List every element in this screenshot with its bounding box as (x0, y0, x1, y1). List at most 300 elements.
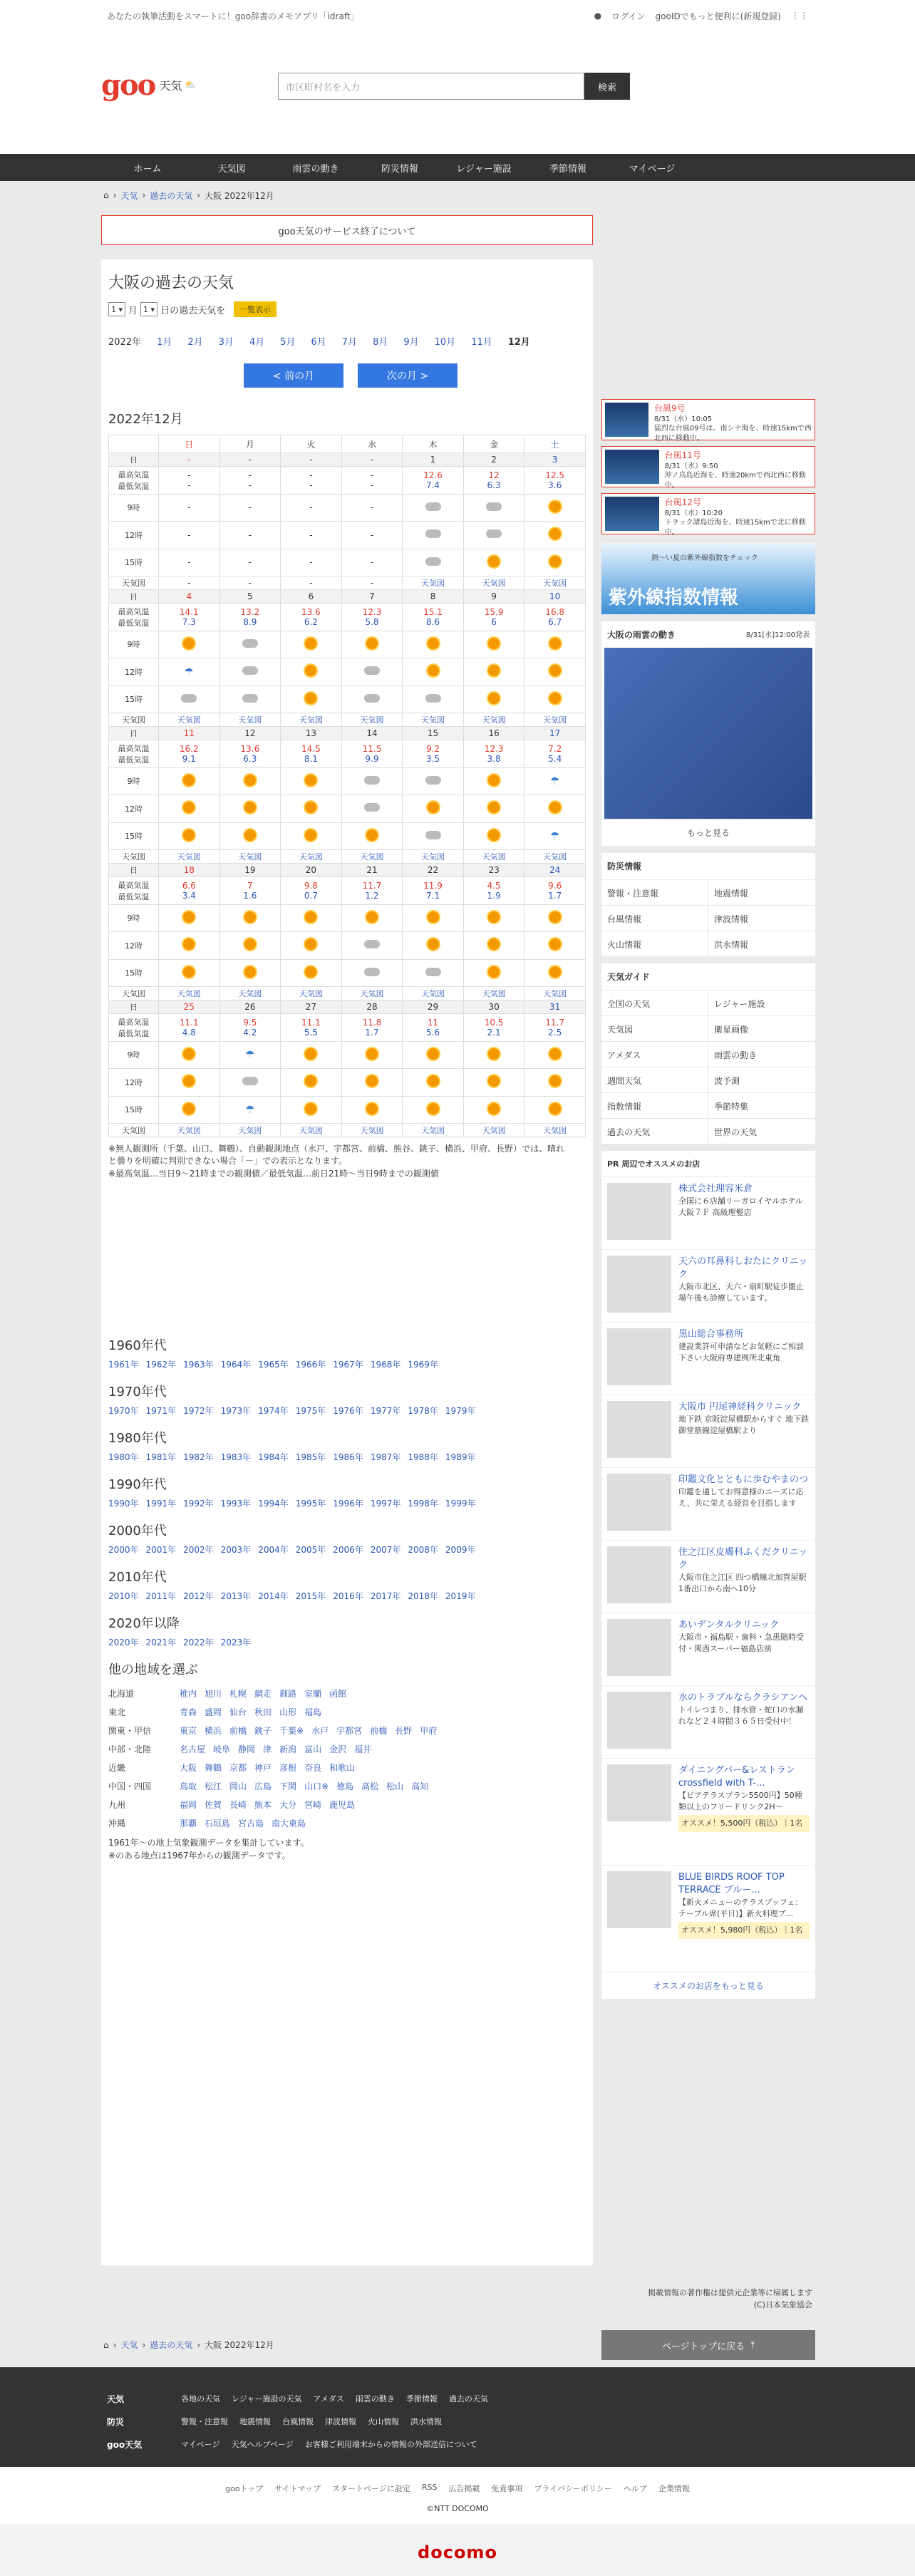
year-link[interactable]: 1966年 (295, 1360, 326, 1370)
disaster-link[interactable]: 火山情報 (601, 931, 708, 956)
breadcrumb-weather[interactable]: 天気 (120, 190, 138, 201)
guide-link[interactable]: 指数情報 (601, 1092, 708, 1118)
year-link[interactable]: 1975年 (295, 1406, 326, 1417)
city-link[interactable]: 静岡 (238, 1744, 256, 1754)
year-link[interactable]: 2010年 (108, 1591, 139, 1602)
sunny-icon (428, 938, 439, 950)
year-link[interactable]: 1969年 (408, 1360, 438, 1370)
low-temp: 9.9 (365, 753, 379, 764)
year-link[interactable]: 2022年 (183, 1638, 214, 1648)
year-link[interactable]: 1991年 (145, 1499, 177, 1509)
next-month-button[interactable]: 次の月 > (358, 363, 458, 388)
year-link[interactable]: 1973年 (220, 1406, 252, 1417)
weather-cell (159, 631, 220, 658)
radar-more-link[interactable]: もっと見る (601, 819, 815, 846)
year-link[interactable]: 2018年 (408, 1591, 438, 1602)
city-link[interactable]: 前橋 (229, 1725, 247, 1736)
city-link[interactable]: 青森 (180, 1707, 197, 1717)
city-link[interactable]: 横浜 (205, 1725, 222, 1736)
city-link[interactable]: 神戸 (254, 1762, 272, 1773)
year-link[interactable]: 2003年 (220, 1545, 252, 1556)
guide-link[interactable]: 雨雲の動き (708, 1041, 815, 1067)
sunny-icon (244, 829, 256, 841)
city-link[interactable]: 舞鶴 (205, 1762, 222, 1773)
weather-map-link[interactable]: 天気図 (281, 713, 342, 727)
city-link[interactable]: 前橋 (370, 1725, 388, 1736)
city-link[interactable]: 佐賀 (205, 1799, 222, 1810)
city-link[interactable]: 富山 (304, 1744, 322, 1754)
year-link[interactable]: 1983年 (220, 1452, 252, 1463)
day-number: - (219, 453, 281, 467)
city-link[interactable]: 網走 (254, 1688, 272, 1699)
gnav-item[interactable]: レジャー施設 (456, 163, 512, 175)
footer-link[interactable]: プライバシーポリシー (534, 2484, 612, 2493)
decade-group (108, 1428, 586, 1463)
pr-item[interactable] (601, 1758, 815, 1865)
weather-cell (403, 1069, 464, 1097)
year-link[interactable]: 1993年 (220, 1499, 252, 1509)
city-link[interactable]: 宇都宮 (336, 1725, 363, 1736)
decade-group (108, 1521, 586, 1556)
guide-link[interactable]: 過去の天気 (601, 1118, 708, 1144)
city-link[interactable]: 高松 (361, 1781, 379, 1791)
gnav-item[interactable]: 防災情報 (381, 163, 418, 175)
year-link[interactable]: 1989年 (445, 1452, 476, 1463)
decade-group (108, 1474, 586, 1509)
pr-item[interactable] (601, 1540, 815, 1613)
weather-map-link[interactable]: 天気図 (281, 987, 342, 1000)
year-link[interactable]: 1990年 (108, 1499, 139, 1509)
footer-link[interactable]: レジャー施設の天気 (232, 2394, 302, 2404)
year-link[interactable]: 2007年 (370, 1545, 401, 1556)
city-link[interactable]: 名古屋 (180, 1744, 206, 1754)
low-temp: 4.2 (243, 1027, 257, 1038)
city-link[interactable]: 松山 (386, 1781, 404, 1791)
city-link[interactable]: 札幌 (229, 1688, 247, 1699)
city-link[interactable]: 徳島 (336, 1781, 354, 1791)
weather-map-link[interactable]: 天気図 (463, 987, 524, 1000)
weather-map-link[interactable]: 天気図 (341, 713, 403, 727)
year-link[interactable]: 1998年 (408, 1499, 438, 1509)
search-button[interactable]: 検索 (584, 73, 630, 100)
year-link[interactable]: 1995年 (295, 1499, 326, 1509)
city-link[interactable]: 甲府 (420, 1725, 438, 1736)
region-row (108, 1758, 586, 1776)
search-input[interactable]: 市区町村名を入力 (278, 73, 584, 100)
weather-cell (341, 658, 403, 686)
year-link[interactable]: 1997年 (370, 1499, 401, 1509)
year-link[interactable]: 2002年 (183, 1545, 214, 1556)
city-link[interactable]: 宮崎 (304, 1799, 322, 1810)
year-link[interactable]: 1980年 (108, 1452, 139, 1463)
day-select[interactable]: 1 ▾ (140, 302, 157, 316)
notice-banner[interactable]: goo天気のサービス終了について (101, 215, 593, 245)
footer-link[interactable]: 各地の天気 (181, 2394, 220, 2404)
city-link[interactable]: 奈良 (304, 1762, 322, 1773)
pr-item[interactable] (601, 1395, 815, 1467)
gnav-item[interactable]: マイページ (629, 163, 676, 175)
city-link[interactable]: 和歌山 (329, 1762, 356, 1773)
city-link[interactable]: 宮古島 (238, 1818, 264, 1828)
city-link[interactable]: 広島 (254, 1781, 272, 1791)
sunny-icon (488, 665, 500, 676)
region-row (108, 1776, 586, 1795)
guide-link[interactable]: 季節特集 (708, 1092, 815, 1118)
decade-title: 2000年代 (108, 1524, 167, 1539)
footer-link[interactable]: ヘルプ (623, 2484, 647, 2493)
month-link[interactable]: 1月 (157, 337, 172, 348)
city-link[interactable]: 鹿児島 (329, 1799, 356, 1810)
year-link[interactable]: 2013年 (220, 1591, 252, 1602)
year-link[interactable]: 1976年 (333, 1406, 363, 1417)
year-list (108, 1590, 586, 1602)
month-link[interactable]: 3月 (218, 337, 234, 348)
guide-link[interactable]: 全国の天気 (601, 990, 708, 1015)
city-link[interactable]: 仙台 (229, 1707, 247, 1717)
footer-link[interactable]: 季節情報 (405, 2394, 438, 2404)
year-link[interactable]: 2020年 (108, 1638, 139, 1648)
pr-more-link[interactable]: オススメのお店をもっと見る (601, 1972, 815, 1999)
city-link[interactable]: 鳥取 (180, 1781, 197, 1791)
footer-link[interactable]: gooトップ (225, 2484, 264, 2493)
pr-item[interactable] (601, 1322, 815, 1395)
weather-map-link[interactable]: 天気図 (159, 1124, 220, 1137)
city-link[interactable]: 福岡 (180, 1799, 197, 1810)
pr-image (607, 1764, 671, 1821)
footer-link[interactable]: お客様ご利用端末からの情報の外部送信について (304, 2440, 477, 2449)
city-link[interactable]: 松江 (205, 1781, 222, 1791)
footer-link[interactable]: 雨雲の動き (355, 2394, 395, 2404)
temp-cell (159, 877, 220, 905)
weather-map-link[interactable]: 天気図 (463, 1124, 524, 1137)
footer-link[interactable]: 地震情報 (239, 2417, 271, 2426)
pr-item[interactable] (601, 1467, 815, 1540)
city-link[interactable]: 熊本 (254, 1799, 272, 1810)
back-to-top-button[interactable]: ページトップに戻る ⤒ (601, 2330, 815, 2360)
weather-cell (281, 795, 342, 823)
city-link[interactable]: 長野 (395, 1725, 413, 1736)
weather-map-link[interactable]: 天気図 (403, 987, 464, 1000)
typhoon-card[interactable] (601, 399, 815, 443)
tagline-link[interactable]: あなたの執筆活動をスマートに！goo辞書のメモアプリ「idraft」 (107, 11, 359, 21)
month-link[interactable]: 10月 (434, 337, 456, 348)
month-link[interactable]: 2月 (187, 337, 203, 348)
city-link[interactable]: 大分 (279, 1799, 297, 1810)
footer-link[interactable]: 天気ヘルプページ (231, 2440, 294, 2449)
gnav-item[interactable]: ホーム (133, 163, 162, 175)
weather-map-link[interactable]: 天気図 (159, 850, 220, 864)
city-link[interactable]: 釧路 (279, 1688, 297, 1699)
year-link[interactable]: 2004年 (258, 1545, 289, 1556)
footer-row (107, 2410, 808, 2433)
year-link[interactable]: 1962年 (145, 1360, 177, 1370)
pr-image (607, 1692, 671, 1749)
weather-cell (281, 549, 342, 576)
city-link[interactable]: 室蘭 (304, 1688, 322, 1699)
year-link[interactable]: 2015年 (295, 1591, 326, 1602)
pr-box: PR 周辺でオススメのお店 株式会社理容米倉 全国に６店舗リーガロイヤルホテル大阪７Ｆ 高級理髪店 天六の耳鼻科しおたにクリニック 大阪市北区、天六・扇町駅徒歩圏止場午後も診療しています。 黒山総合事務所 建設業許可申請などお気軽にご相談下さい大阪府専建例所北東角 大阪市 円尾神経科クリニック 地下鉄 京阪淀屋橋駅からすぐ 地下鉄御堂筋線淀屋橋駅より 印鑑文化とともに歩むやまのつ 印鑑を通してお得意様のニーズに応え、共に栄える経営を目指します 住之江区皮膚科ふくだクリニック 大阪市住之江区 四つ橋線北加賀屋駅1番出口から南へ10分 あいデンタルクリニック 大阪市・福島駅・歯科・急患随時受付・関西スーパー福島店前 水のトラブルならクラシアンへ トイレつまり、排水管・蛇口の水漏れなど２４時間３６５日受付中！ ダイニングバー&レストラン crossfield with T-... 【ビアテラスプラン5500円】50種類以上のフリードリンク2H～ オススメ！5,500円（税込）｜1名 BLUE BIRDS ROOF TOP TERRACE ブルー... 【新火メニューのテラスブッフェ：テーブル席(平日)】新火料理ブ... オススメ！5,980円（税込）｜1名 オススメのお店をもっと見る (601, 1151, 815, 1999)
register-link[interactable]: gooIDでもっと便利に(新規登録) (655, 11, 781, 21)
year-link[interactable]: 1977年 (370, 1406, 401, 1417)
high-temp: 9.6 (548, 880, 562, 891)
year-list (108, 1358, 586, 1370)
weather-map-link[interactable]: 天気図 (403, 850, 464, 864)
footer-link[interactable]: サイトマップ (274, 2484, 321, 2493)
city-link[interactable]: 福井 (354, 1744, 372, 1754)
month-link[interactable]: 6月 (311, 337, 326, 348)
disaster-link[interactable]: 津波情報 (708, 905, 815, 931)
weekday-header: 水 (341, 435, 403, 453)
year-link[interactable]: 1974年 (258, 1406, 289, 1417)
home-icon[interactable]: ⌂ (103, 2339, 109, 2350)
city-link[interactable]: 盛岡 (205, 1707, 222, 1717)
high-temp: 14.5 (301, 743, 321, 754)
footer-link[interactable]: マイページ (181, 2440, 220, 2449)
disaster-link[interactable]: 警報・注意報 (601, 879, 708, 905)
city-link[interactable]: 水戸 (311, 1725, 329, 1736)
city-link[interactable]: 東京 (180, 1725, 197, 1736)
city-link[interactable]: 津 (263, 1744, 272, 1754)
year-link[interactable]: 1981年 (145, 1452, 177, 1463)
weather-map-link[interactable]: 天気図 (341, 850, 403, 864)
city-link[interactable]: 下関 (279, 1781, 297, 1791)
day-number: 26 (219, 1000, 281, 1014)
city-link[interactable]: 銚子 (254, 1725, 272, 1736)
temp-cell (463, 467, 524, 495)
city-link[interactable]: 京都 (229, 1762, 247, 1773)
year-link[interactable]: 1965年 (258, 1360, 289, 1370)
breadcrumb-past[interactable]: 過去の天気 (150, 190, 193, 201)
temp-cell (159, 604, 220, 631)
year-link[interactable]: 2016年 (333, 1591, 363, 1602)
year-link[interactable]: 1971年 (145, 1406, 177, 1417)
month-link[interactable]: 11月 (471, 337, 492, 348)
day-number: 18 (159, 864, 220, 877)
year-link[interactable]: 2000年 (108, 1545, 139, 1556)
footer-link[interactable]: 火山情報 (368, 2417, 399, 2426)
year-link[interactable]: 1979年 (445, 1406, 476, 1417)
footer-link[interactable]: RSS (421, 2483, 438, 2492)
city-link[interactable]: 稚内 (180, 1688, 197, 1699)
year-link[interactable]: 2009年 (445, 1545, 476, 1556)
city-link[interactable]: 大阪 (180, 1762, 197, 1773)
weather-cell (524, 686, 586, 713)
region-row (108, 1702, 586, 1721)
guide-link[interactable]: レジャー施設 (708, 990, 815, 1015)
low-temp: 1.7 (548, 890, 562, 901)
city-link[interactable]: 南大東島 (272, 1818, 306, 1828)
uv-banner[interactable]: 熱〜い夏の紫外線指数をチェック 紫外線指数情報 (601, 543, 815, 614)
weather-map-link[interactable]: 天気図 (159, 987, 220, 1000)
weather-cell (341, 1041, 403, 1069)
year-link[interactable]: 1963年 (183, 1360, 214, 1370)
footer-link[interactable]: 広告掲載 (448, 2484, 480, 2493)
pr-item[interactable] (601, 1176, 815, 1249)
weather-map-link[interactable]: 天気図 (219, 987, 281, 1000)
footer-link[interactable]: 津波情報 (325, 2417, 356, 2426)
pr-item[interactable] (601, 1613, 815, 1685)
weather-map-link[interactable]: 天気図 (463, 850, 524, 864)
month-link[interactable]: 4月 (249, 337, 265, 348)
city-link[interactable]: 金沢 (329, 1744, 347, 1754)
gnav-item[interactable]: 天気図 (217, 163, 246, 175)
guide-link[interactable]: 週間天気 (601, 1067, 708, 1092)
weather-map-link[interactable]: 天気図 (524, 713, 586, 727)
month-link[interactable]: 5月 (280, 337, 296, 348)
year-link[interactable]: 2006年 (333, 1545, 363, 1556)
disaster-link[interactable]: 地震情報 (708, 879, 815, 905)
year-link[interactable]: 1968年 (370, 1360, 401, 1370)
year-link[interactable]: 2011年 (145, 1591, 177, 1602)
year-link[interactable]: 1987年 (370, 1452, 401, 1463)
weather-map-link[interactable]: 天気図 (219, 1124, 281, 1137)
weather-map-link[interactable]: 天気図 (463, 576, 524, 590)
city-link[interactable]: 石垣島 (205, 1818, 231, 1828)
month-link[interactable]: 7月 (341, 337, 358, 348)
disaster-link[interactable]: 洪水情報 (708, 931, 815, 956)
weather-map-link[interactable]: 天気図 (281, 850, 342, 864)
city-link[interactable]: 彦根 (279, 1762, 297, 1773)
year-link[interactable]: 1982年 (183, 1452, 214, 1463)
year-link[interactable]: 2012年 (183, 1591, 214, 1602)
city-link[interactable]: 山口※ (304, 1781, 329, 1791)
region-name: 東北 (108, 1707, 126, 1717)
typhoon-card[interactable] (601, 493, 815, 537)
footer-link[interactable]: 企業情報 (658, 2484, 690, 2493)
weather-map-link[interactable]: 天気図 (403, 1124, 464, 1137)
year-link[interactable]: 1978年 (408, 1406, 438, 1417)
year-link[interactable]: 2001年 (145, 1545, 177, 1556)
guide-link[interactable]: 世界の天気 (708, 1118, 815, 1144)
weather-map-link[interactable]: 天気図 (524, 1124, 586, 1137)
weather-map-link[interactable]: 天気図 (524, 850, 586, 864)
weather-map-link[interactable]: 天気図 (403, 576, 464, 590)
high-temp: 12.3 (484, 743, 504, 754)
year-link[interactable]: 2008年 (408, 1545, 438, 1556)
month-link[interactable]: 9月 (403, 337, 419, 348)
weather-cell (524, 631, 586, 658)
disaster-link[interactable]: 台風情報 (601, 905, 708, 931)
sidebar (601, 399, 815, 1999)
year-link[interactable]: 2005年 (295, 1545, 326, 1556)
grid-menu-icon[interactable]: ⋮⋮ (791, 11, 808, 21)
city-link[interactable]: 那覇 (180, 1818, 197, 1828)
footer-link-list (181, 2438, 477, 2450)
year-link[interactable]: 2021年 (145, 1638, 177, 1648)
low-temp: 7.4 (425, 480, 440, 490)
pr-item[interactable] (601, 1865, 815, 1972)
pr-item[interactable] (601, 1249, 815, 1322)
city-link[interactable]: 函館 (329, 1688, 347, 1699)
city-link[interactable]: 山形 (279, 1707, 297, 1717)
weather-cell (341, 959, 403, 987)
weather-map-link[interactable]: 天気図 (281, 1124, 342, 1137)
month-select[interactable]: 1 ▾ (108, 302, 125, 316)
city-link[interactable]: 福島 (304, 1707, 322, 1717)
home-icon[interactable]: ⌂ (103, 190, 109, 200)
year-link[interactable]: 1986年 (333, 1452, 363, 1463)
month-link[interactable]: 8月 (373, 337, 388, 348)
year-link[interactable]: 1999年 (445, 1499, 476, 1509)
prev-month-button[interactable]: < 前の月 (244, 363, 343, 388)
footer-link[interactable]: アメダス (313, 2394, 344, 2404)
footer-link[interactable]: 過去の天気 (448, 2394, 488, 2404)
weather-map-link[interactable]: 天気図 (463, 713, 524, 727)
year-link[interactable]: 2023年 (220, 1638, 252, 1648)
pr-item[interactable] (601, 1685, 815, 1758)
typhoon-time: 8/31（水）9:50 (664, 462, 718, 470)
weather-cell (524, 822, 586, 850)
month-link: 12月 (507, 337, 530, 348)
year-link[interactable]: 1985年 (295, 1452, 326, 1463)
list-button[interactable]: 一覧表示 (234, 301, 276, 317)
low-temp: 1.6 (243, 890, 257, 901)
login-link[interactable]: ログイン (611, 11, 646, 21)
weather-map-link[interactable]: 天気図 (524, 987, 586, 1000)
city-link[interactable]: 長崎 (229, 1799, 247, 1810)
typhoon-card[interactable] (601, 446, 815, 490)
weather-map-link[interactable]: 天気図 (403, 713, 464, 727)
year-link[interactable]: 1961年 (108, 1360, 139, 1370)
weather-map-link[interactable]: 天気図 (159, 713, 220, 727)
footer-link[interactable]: 警報・注意報 (181, 2417, 228, 2426)
footer-link[interactable]: スタートページに設定 (332, 2484, 410, 2493)
sunny-icon (549, 693, 561, 704)
city-link[interactable]: 岐阜 (213, 1744, 231, 1754)
year-link[interactable]: 2019年 (445, 1591, 476, 1602)
city-link[interactable]: 千葉※ (279, 1725, 304, 1736)
year-link[interactable]: 2017年 (370, 1591, 401, 1602)
weather-cell (403, 549, 464, 576)
year-link[interactable]: 1984年 (258, 1452, 289, 1463)
year-link[interactable]: 1967年 (333, 1360, 363, 1370)
weather-map-link[interactable]: 天気図 (341, 987, 403, 1000)
weather-map-link[interactable]: 天気図 (219, 713, 281, 727)
sunny-icon (244, 911, 256, 923)
logo[interactable]: goo 天気 ⛅ (101, 68, 197, 102)
city-link[interactable]: 高知 (411, 1781, 429, 1791)
year-link[interactable]: 1988年 (408, 1452, 438, 1463)
city-link[interactable]: 旭川 (205, 1688, 222, 1699)
footer-link[interactable]: 免責事項 (491, 2484, 523, 2493)
year-link[interactable]: 1972年 (183, 1406, 214, 1417)
year-link[interactable]: 2014年 (258, 1591, 289, 1602)
weather-map-link[interactable]: 天気図 (341, 1124, 403, 1137)
year-link[interactable]: 1996年 (333, 1499, 363, 1509)
year-link[interactable]: 1992年 (183, 1499, 214, 1509)
gnav-item[interactable]: 季節情報 (549, 163, 586, 175)
city-link[interactable]: 新潟 (279, 1744, 297, 1754)
weather-map-link[interactable]: 天気図 (219, 850, 281, 864)
rain-radar-map[interactable] (604, 648, 812, 819)
weather-map-link[interactable]: 天気図 (524, 576, 586, 590)
guide-link[interactable]: 波予測 (708, 1067, 815, 1092)
gnav-item[interactable]: 雨雲の動き (292, 163, 339, 175)
day-number: 9 (463, 590, 524, 604)
footer-link[interactable]: 洪水情報 (410, 2417, 442, 2426)
user-icon[interactable]: ● (594, 11, 602, 21)
guide-link[interactable]: 衛星画像 (708, 1015, 815, 1041)
guide-link[interactable]: 天気図 (601, 1015, 708, 1041)
guide-link[interactable]: アメダス (601, 1041, 708, 1067)
year-link[interactable]: 1994年 (258, 1499, 289, 1509)
year-link[interactable]: 1970年 (108, 1406, 139, 1417)
year-link[interactable]: 1964年 (220, 1360, 252, 1370)
typhoon-desc: 沖ノ鳥島近海を、時速20kmで西北西に移動中。 (664, 472, 806, 490)
footer-link[interactable]: 台風情報 (282, 2417, 314, 2426)
city-link[interactable]: 秋田 (254, 1707, 272, 1717)
city-link[interactable]: 岡山 (229, 1781, 247, 1791)
